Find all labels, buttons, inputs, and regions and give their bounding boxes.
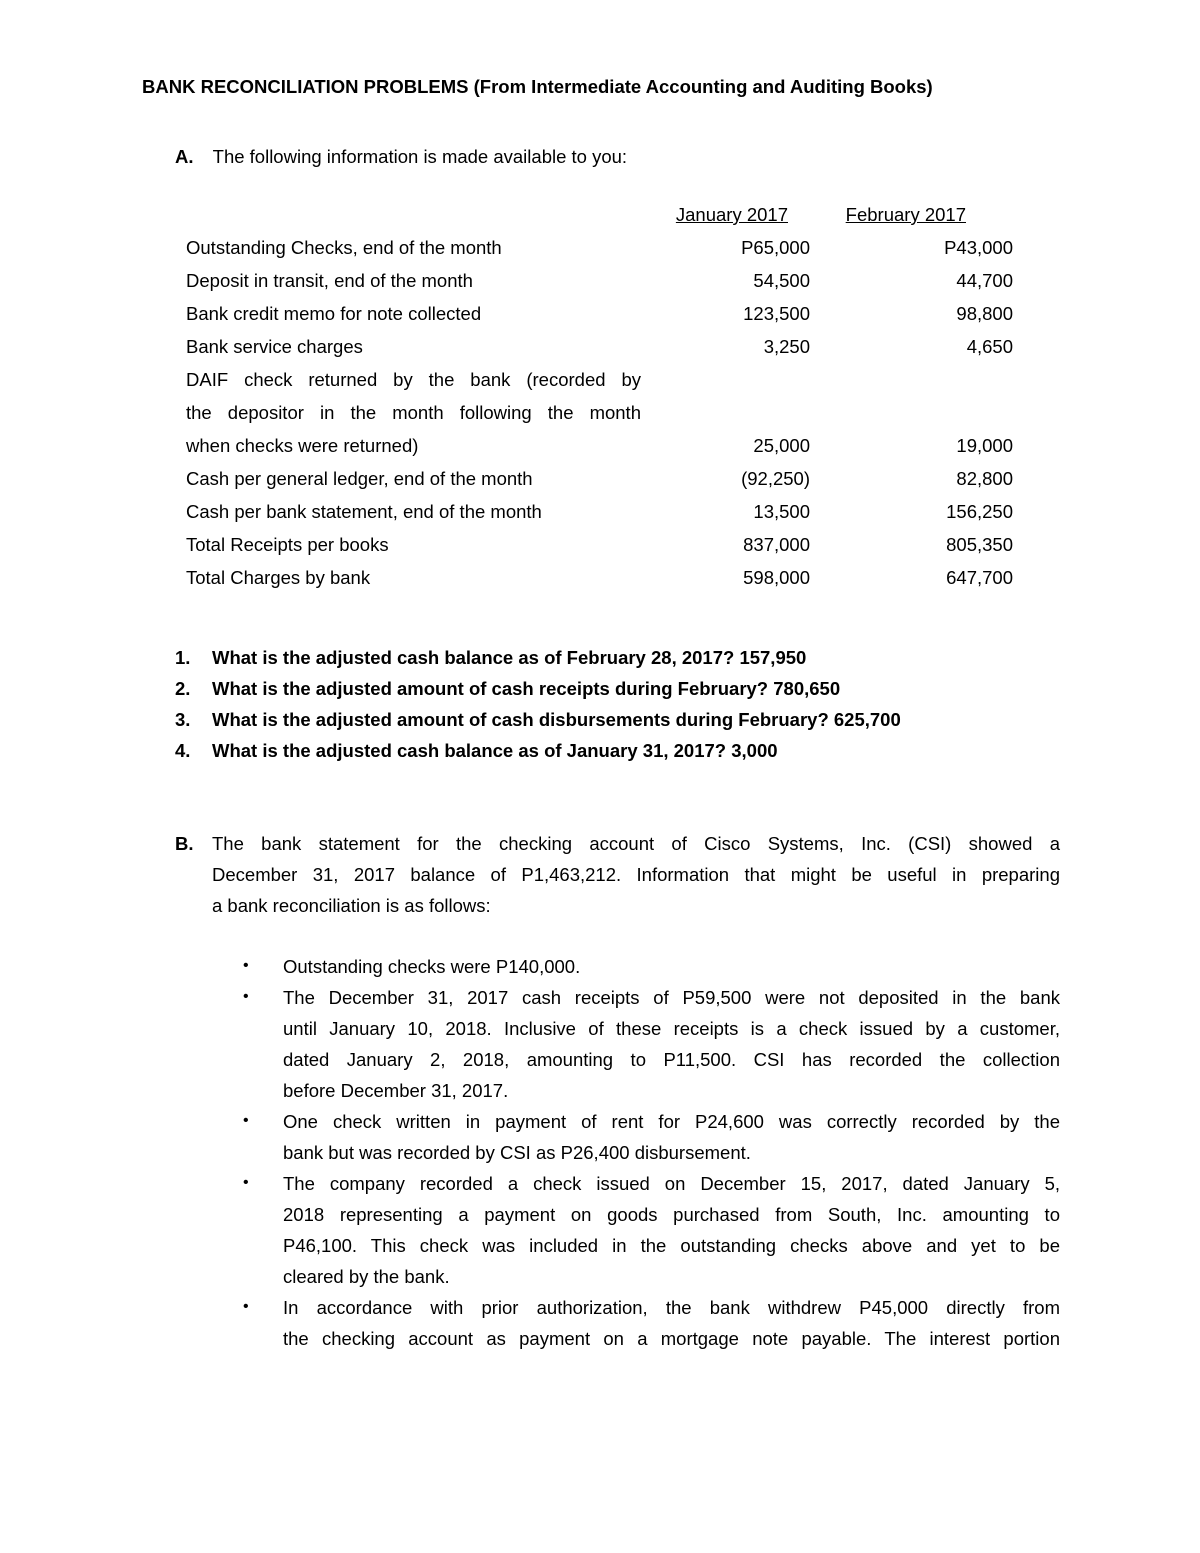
value-february: 44,700: [956, 270, 1013, 291]
bullet-icon: •: [243, 988, 249, 1005]
row-label: Cash per bank statement, end of the month: [186, 501, 542, 522]
value-february: 19,000: [956, 435, 1013, 456]
bullet-text-line: until January 10, 2018. Inclusive of these receipts is a check issued by a customer,: [283, 1018, 1060, 1039]
row-label: Bank credit memo for note collected: [186, 303, 482, 324]
value-january: 123,500: [743, 303, 810, 324]
bullet-text-line: before December 31, 2017.: [283, 1080, 509, 1101]
bullet-text-line: the checking account as payment on a mortgage note payable. The interest portion: [283, 1328, 1060, 1349]
paragraph-line: The bank statement for the checking account of Cisco Systems, Inc. (CSI) showed a: [212, 833, 1060, 854]
table-header: [186, 204, 1016, 234]
bullet-text-line: P46,100. This check was included in the outstanding checks above and yet to be: [283, 1235, 1060, 1256]
bullet-text-line: One check written in payment of rent for P24,600 was correctly recorded by the: [283, 1111, 1060, 1132]
section-b-letter-text: B.: [175, 833, 194, 854]
bullet-text-line: In accordance with prior authorization, the bank withdrew P45,000 directly from: [283, 1297, 1060, 1318]
table-row: [186, 336, 1016, 366]
table-row-continued: [186, 402, 1016, 432]
row-label: Deposit in transit, end of the month: [186, 270, 473, 291]
question-text: What is the adjusted cash balance as of January 31, 2017? 3,000: [212, 740, 778, 761]
document-title: BANK RECONCILIATION PROBLEMS (From Intermediate Accounting and Auditing Books): [142, 76, 933, 97]
table-row: [186, 270, 1016, 300]
table-row: [186, 501, 1016, 531]
question-number: 1.: [175, 647, 191, 668]
paragraph-line: a bank reconciliation is as follows:: [212, 895, 491, 916]
bullet-text-line: cleared by the bank.: [283, 1266, 450, 1287]
table-row: [186, 237, 1016, 267]
value-february: 805,350: [946, 534, 1013, 555]
section-a-letter: A.: [175, 146, 194, 167]
value-february: P43,000: [944, 237, 1013, 258]
paragraph-line: December 31, 2017 balance of P1,463,212. Information that might be useful in preparing: [212, 864, 1060, 885]
bullet-text-line: bank but was recorded by CSI as P26,400 disbursement.: [283, 1142, 751, 1163]
table-row: [186, 303, 1016, 333]
section-a-heading: [175, 146, 627, 168]
question-item: [175, 678, 840, 700]
value-january: 54,500: [753, 270, 810, 291]
bullet-icon: •: [243, 1174, 249, 1191]
row-label: Outstanding Checks, end of the month: [186, 237, 502, 258]
bullet-icon: •: [243, 1112, 249, 1129]
row-label: Total Charges by bank: [186, 567, 371, 588]
value-february: 98,800: [956, 303, 1013, 324]
question-number: 4.: [175, 740, 191, 761]
value-january: 3,250: [763, 336, 810, 357]
bullet-icon: •: [243, 957, 249, 974]
bullet-text-line: Outstanding checks were P140,000.: [283, 956, 581, 977]
row-label: DAIF check returned by the bank (recorded by: [186, 369, 641, 390]
table-row: [186, 468, 1016, 498]
question-text: What is the adjusted amount of cash disbursements during February? 625,700: [212, 709, 901, 730]
bullet-icon: •: [243, 1298, 249, 1315]
row-label: the depositor in the month following the month: [186, 402, 641, 423]
bullet-text-line: 2018 representing a payment on goods purchased from South, Inc. amounting to: [283, 1204, 1060, 1225]
value-january: 25,000: [753, 435, 810, 456]
value-february: 156,250: [946, 501, 1013, 522]
section-a-intro: The following information is made available to you:: [212, 146, 628, 167]
question-item: [175, 709, 901, 731]
row-label: Cash per general ledger, end of the month: [186, 468, 533, 489]
value-february: 4,650: [966, 336, 1013, 357]
bullet-text-line: The company recorded a check issued on December 15, 2017, dated January 5,: [283, 1173, 1060, 1194]
bullet-text-line: The December 31, 2017 cash receipts of P59,500 were not deposited in the bank: [283, 987, 1060, 1008]
value-february: 647,700: [946, 567, 1013, 588]
value-january: 13,500: [753, 501, 810, 522]
value-january: 837,000: [743, 534, 810, 555]
question-item: [175, 740, 778, 762]
value-january: 598,000: [743, 567, 810, 588]
row-label: Total Receipts per books: [186, 534, 389, 555]
row-label: when checks were returned): [186, 435, 419, 456]
table-row: [186, 534, 1016, 564]
column-header-january: January 2017: [675, 204, 788, 225]
question-item: [175, 647, 806, 669]
table-row: [186, 567, 1016, 597]
value-february: 82,800: [956, 468, 1013, 489]
table-row-continued: [186, 369, 1016, 399]
question-number: 3.: [175, 709, 191, 730]
section-b-letter: [175, 833, 194, 855]
bullet-text-line: dated January 2, 2018, amounting to P11,500. CSI has recorded the collection: [283, 1049, 1060, 1070]
table-row: [186, 435, 1016, 465]
row-label: Bank service charges: [186, 336, 363, 357]
column-header-february: February 2017: [845, 204, 966, 225]
question-number: 2.: [175, 678, 191, 699]
question-text: What is the adjusted amount of cash receipts during February? 780,650: [212, 678, 841, 699]
question-text: What is the adjusted cash balance as of February 28, 2017? 157,950: [212, 647, 807, 668]
value-january: (92,250): [741, 468, 810, 489]
value-january: P65,000: [741, 237, 810, 258]
